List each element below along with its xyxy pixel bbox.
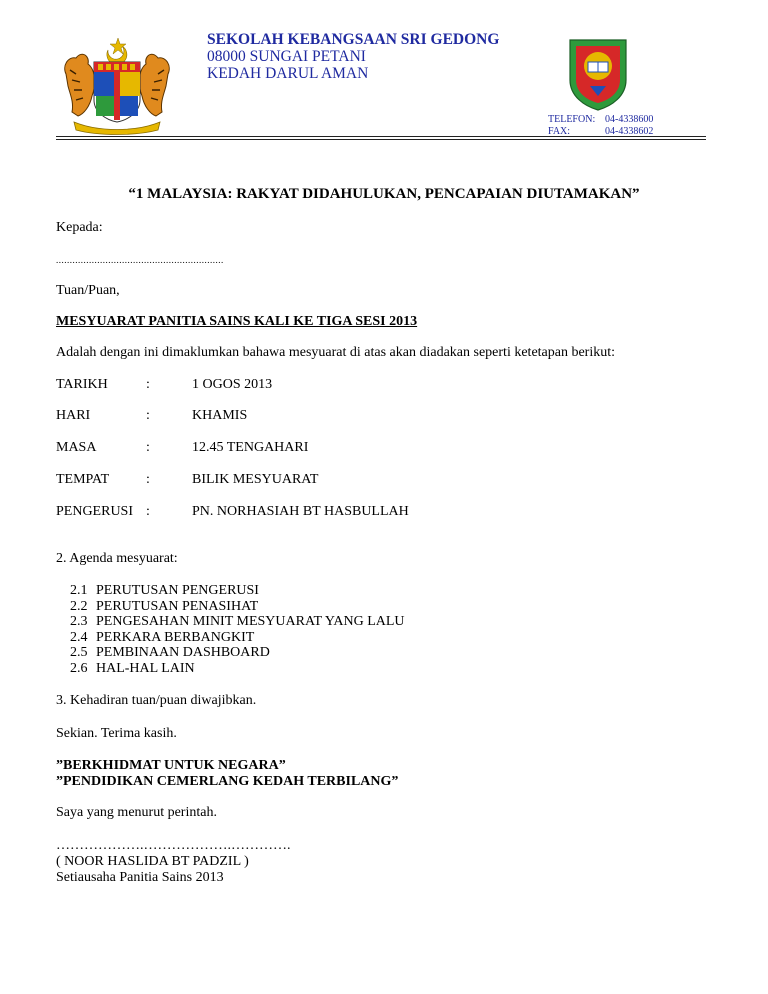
attendance-note: 3. Kehadiran tuan/puan diwajibkan. bbox=[56, 693, 257, 708]
telefon-value: 04-4338600 bbox=[605, 114, 654, 125]
agenda-item bbox=[70, 661, 405, 677]
agenda-item-number: 2.4 bbox=[70, 629, 88, 645]
address-line-1: 08000 SUNGAI PETANI bbox=[207, 48, 366, 65]
detail-value-hari: KHAMIS bbox=[192, 408, 248, 423]
detail-label-tempat: TEMPAT bbox=[56, 472, 110, 487]
greeting: Tuan/Puan, bbox=[56, 283, 120, 298]
agenda-item-text: PERUTUSAN PENASIHAT bbox=[96, 598, 259, 614]
detail-colon: : bbox=[146, 504, 150, 519]
closing-text: Sekian. Terima kasih. bbox=[56, 726, 177, 741]
coat-of-arms-logo bbox=[58, 36, 176, 136]
agenda-item-number: 2.1 bbox=[70, 583, 88, 598]
detail-label-pengerusi: PENGERUSI bbox=[56, 504, 134, 519]
agenda-item-number: 2.2 bbox=[70, 598, 88, 614]
fax-value: 04-4338602 bbox=[605, 126, 654, 137]
agenda-item-text: PENGESAHAN MINIT MESYUARAT YANG LALU bbox=[96, 614, 405, 629]
motto-line-1: ”BERKHIDMAT UNTUK NEGARA” bbox=[56, 758, 286, 773]
school-badge-logo bbox=[566, 36, 630, 112]
school-name: SEKOLAH KEBANGSAAN SRI GEDONG bbox=[207, 31, 500, 48]
fax-label: FAX: bbox=[548, 126, 571, 137]
signature-dots: ……………….……………….…………. bbox=[56, 838, 291, 853]
slogan: “1 MALAYSIA: RAKYAT DIDAHULUKAN, PENCAPAIAN DIUTAMAKAN” bbox=[128, 186, 640, 202]
recipient-label: Kepada: bbox=[56, 220, 103, 235]
agenda-item-number: 2.6 bbox=[70, 660, 88, 676]
agenda-item-number: 2.3 bbox=[70, 614, 88, 629]
agenda-list bbox=[70, 583, 405, 676]
detail-label-hari: HARI bbox=[56, 408, 91, 423]
recipient-dots: ............................................................. bbox=[56, 255, 224, 265]
detail-colon: : bbox=[146, 472, 150, 487]
detail-colon: : bbox=[146, 408, 150, 423]
detail-colon: : bbox=[146, 377, 150, 392]
yours-faithfully: Saya yang menurut perintah. bbox=[56, 805, 217, 820]
letterhead-divider bbox=[56, 136, 706, 140]
detail-label-masa: MASA bbox=[56, 440, 97, 455]
agenda-item bbox=[70, 645, 405, 661]
detail-colon: : bbox=[146, 440, 150, 455]
subject-title: MESYUARAT PANITIA SAINS KALI KE TIGA SESI 2013 bbox=[56, 314, 418, 329]
agenda-item bbox=[70, 630, 405, 646]
agenda-heading: 2. Agenda mesyuarat: bbox=[56, 551, 178, 566]
agenda-item-text: HAL-HAL LAIN bbox=[96, 660, 195, 676]
detail-value-masa: 12.45 TENGAHARI bbox=[192, 440, 309, 455]
signatory-name: ( NOOR HASLIDA BT PADZIL ) bbox=[56, 854, 249, 869]
address-line-2: KEDAH DARUL AMAN bbox=[207, 65, 369, 82]
signatory-title: Setiausaha Panitia Sains 2013 bbox=[56, 870, 224, 885]
detail-value-tarikh: 1 OGOS 2013 bbox=[192, 377, 273, 392]
detail-value-pengerusi: PN. NORHASIAH BT HASBULLAH bbox=[192, 504, 409, 519]
intro-text: Adalah dengan ini dimaklumkan bahawa mesyuarat di atas akan diadakan seperti ketetapan berikut: bbox=[56, 345, 616, 360]
detail-label-tarikh: TARIKH bbox=[56, 377, 108, 392]
agenda-item-number: 2.5 bbox=[70, 645, 88, 660]
agenda-item bbox=[70, 599, 405, 615]
agenda-item-text: PERKARA BERBANGKIT bbox=[96, 629, 255, 645]
agenda-item-text: PEMBINAAN DASHBOARD bbox=[96, 645, 270, 660]
telefon-label: TELEFON: bbox=[548, 114, 596, 125]
agenda-item bbox=[70, 583, 405, 599]
agenda-item bbox=[70, 614, 405, 630]
detail-value-tempat: BILIK MESYUARAT bbox=[192, 472, 319, 487]
agenda-item-text: PERUTUSAN PENGERUSI bbox=[96, 583, 259, 598]
motto-line-2: ”PENDIDIKAN CEMERLANG KEDAH TERBILANG” bbox=[56, 774, 399, 789]
